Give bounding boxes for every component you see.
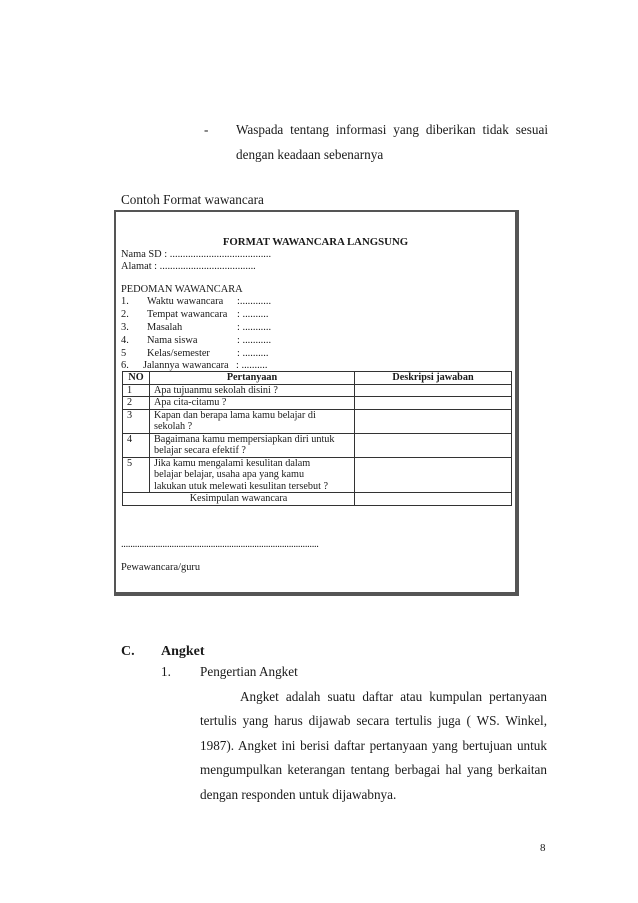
guideline-number: 2. (121, 309, 129, 320)
question-cell (150, 397, 355, 410)
column-header-answer: Deskripsi jawaban (355, 372, 512, 385)
guideline-number: 4. (121, 335, 129, 346)
guideline-value: : .......... (237, 348, 269, 359)
interviewer-label: Pewawancara/guru (121, 562, 201, 573)
row-number: 5 (123, 457, 150, 493)
guideline-value: :............ (237, 296, 272, 307)
question-line: sekolah ? (154, 421, 193, 432)
question-line: lakukan utuk melewati kesulitan tersebut ? (154, 480, 328, 492)
paragraph-line: mengumpulkan keterangan tentang berbagai hal yang berkaitan (200, 762, 547, 777)
question-line: belajar secara efektif ? (154, 445, 246, 456)
conclusion-label: Kesimpulan wawancara (123, 493, 355, 506)
guideline-value: : .......... (237, 309, 269, 320)
guideline-number: 3. (121, 322, 129, 333)
page-number: 8 (540, 842, 546, 854)
guideline-number: 1. (121, 296, 129, 307)
school-name-field: Nama SD : ....................................... (121, 249, 272, 260)
interview-table (122, 371, 512, 506)
question-line: Kapan dan berapa lama kamu belajar di (154, 409, 316, 421)
table-row (123, 384, 512, 397)
table-row (123, 457, 512, 493)
guideline-label: Jalannya wawancara (143, 360, 229, 371)
bullet-dash: - (204, 122, 209, 137)
bullet-text-line: Waspada tentang informasi yang diberikan tidak sesuai (236, 122, 548, 137)
row-number: 3 (123, 409, 150, 433)
guideline-label: Nama siswa (147, 335, 198, 346)
section-title: Angket (161, 644, 205, 659)
question-line: Jika kamu mengalami kesulitan dalam (154, 457, 311, 469)
row-number: 2 (123, 397, 150, 410)
guideline-label: Kelas/semester (147, 348, 210, 359)
row-number: 1 (123, 384, 150, 397)
column-header-no: NO (123, 372, 150, 385)
example-caption: Contoh Format wawancara (121, 192, 264, 207)
table-row-conclusion (123, 493, 512, 506)
interview-format-box (114, 210, 519, 596)
guideline-value: : ........... (237, 322, 272, 333)
answer-cell (355, 409, 512, 433)
guideline-value: : .......... (236, 360, 268, 371)
question-cell (150, 433, 355, 457)
row-number: 4 (123, 433, 150, 457)
guideline-value: : ........... (237, 335, 272, 346)
table-header-row (123, 372, 512, 385)
guideline-label: Waktu wawancara (147, 296, 224, 307)
question-line: Apa tujuanmu sekolah disini ? (154, 384, 278, 396)
guideline-title: PEDOMAN WAWANCARA (121, 284, 243, 295)
column-header-question: Pertanyaan (150, 372, 355, 385)
signature-dotted-line: ...................................................................................... (121, 539, 319, 550)
paragraph-line: Angket adalah suatu daftar atau kumpulan pertanyaan (240, 689, 547, 704)
paragraph-line: tertulis yang harus dijawab secara tertulis juga ( WS. Winkel, (200, 713, 547, 728)
format-title: FORMAT WAWANCARA LANGSUNG (222, 236, 409, 248)
question-cell (150, 409, 355, 433)
guideline-label: Tempat wawancara (147, 309, 228, 320)
answer-cell (355, 384, 512, 397)
question-line: Bagaimana kamu mempersiapkan diri untuk (154, 433, 335, 445)
answer-cell (355, 457, 512, 493)
table-row (123, 397, 512, 410)
question-line: belajar belajar, usaha apa yang kamu (154, 469, 305, 480)
bullet-text-line: dengan keadaan sebenarnya (236, 147, 384, 162)
subsection-number: 1. (161, 664, 171, 679)
paragraph-line: 1987). Angket ini berisi daftar pertanyaan yang bertujuan untuk (200, 738, 547, 753)
section-letter: C. (121, 644, 135, 659)
guideline-number: 6. (121, 360, 129, 371)
table-row (123, 409, 512, 433)
question-cell (150, 384, 355, 397)
question-cell (150, 457, 355, 493)
table-row (123, 433, 512, 457)
address-field: Alamat : ..................................... (121, 261, 256, 272)
subsection-title: Pengertian Angket (200, 664, 298, 679)
question-line: Apa cita-citamu ? (154, 397, 227, 408)
answer-cell (355, 397, 512, 410)
guideline-label: Masalah (147, 322, 183, 333)
conclusion-cell (355, 493, 512, 506)
paragraph-line: dengan responden untuk dijawabnya. (200, 787, 397, 802)
guideline-number: 5 (121, 348, 127, 359)
answer-cell (355, 433, 512, 457)
